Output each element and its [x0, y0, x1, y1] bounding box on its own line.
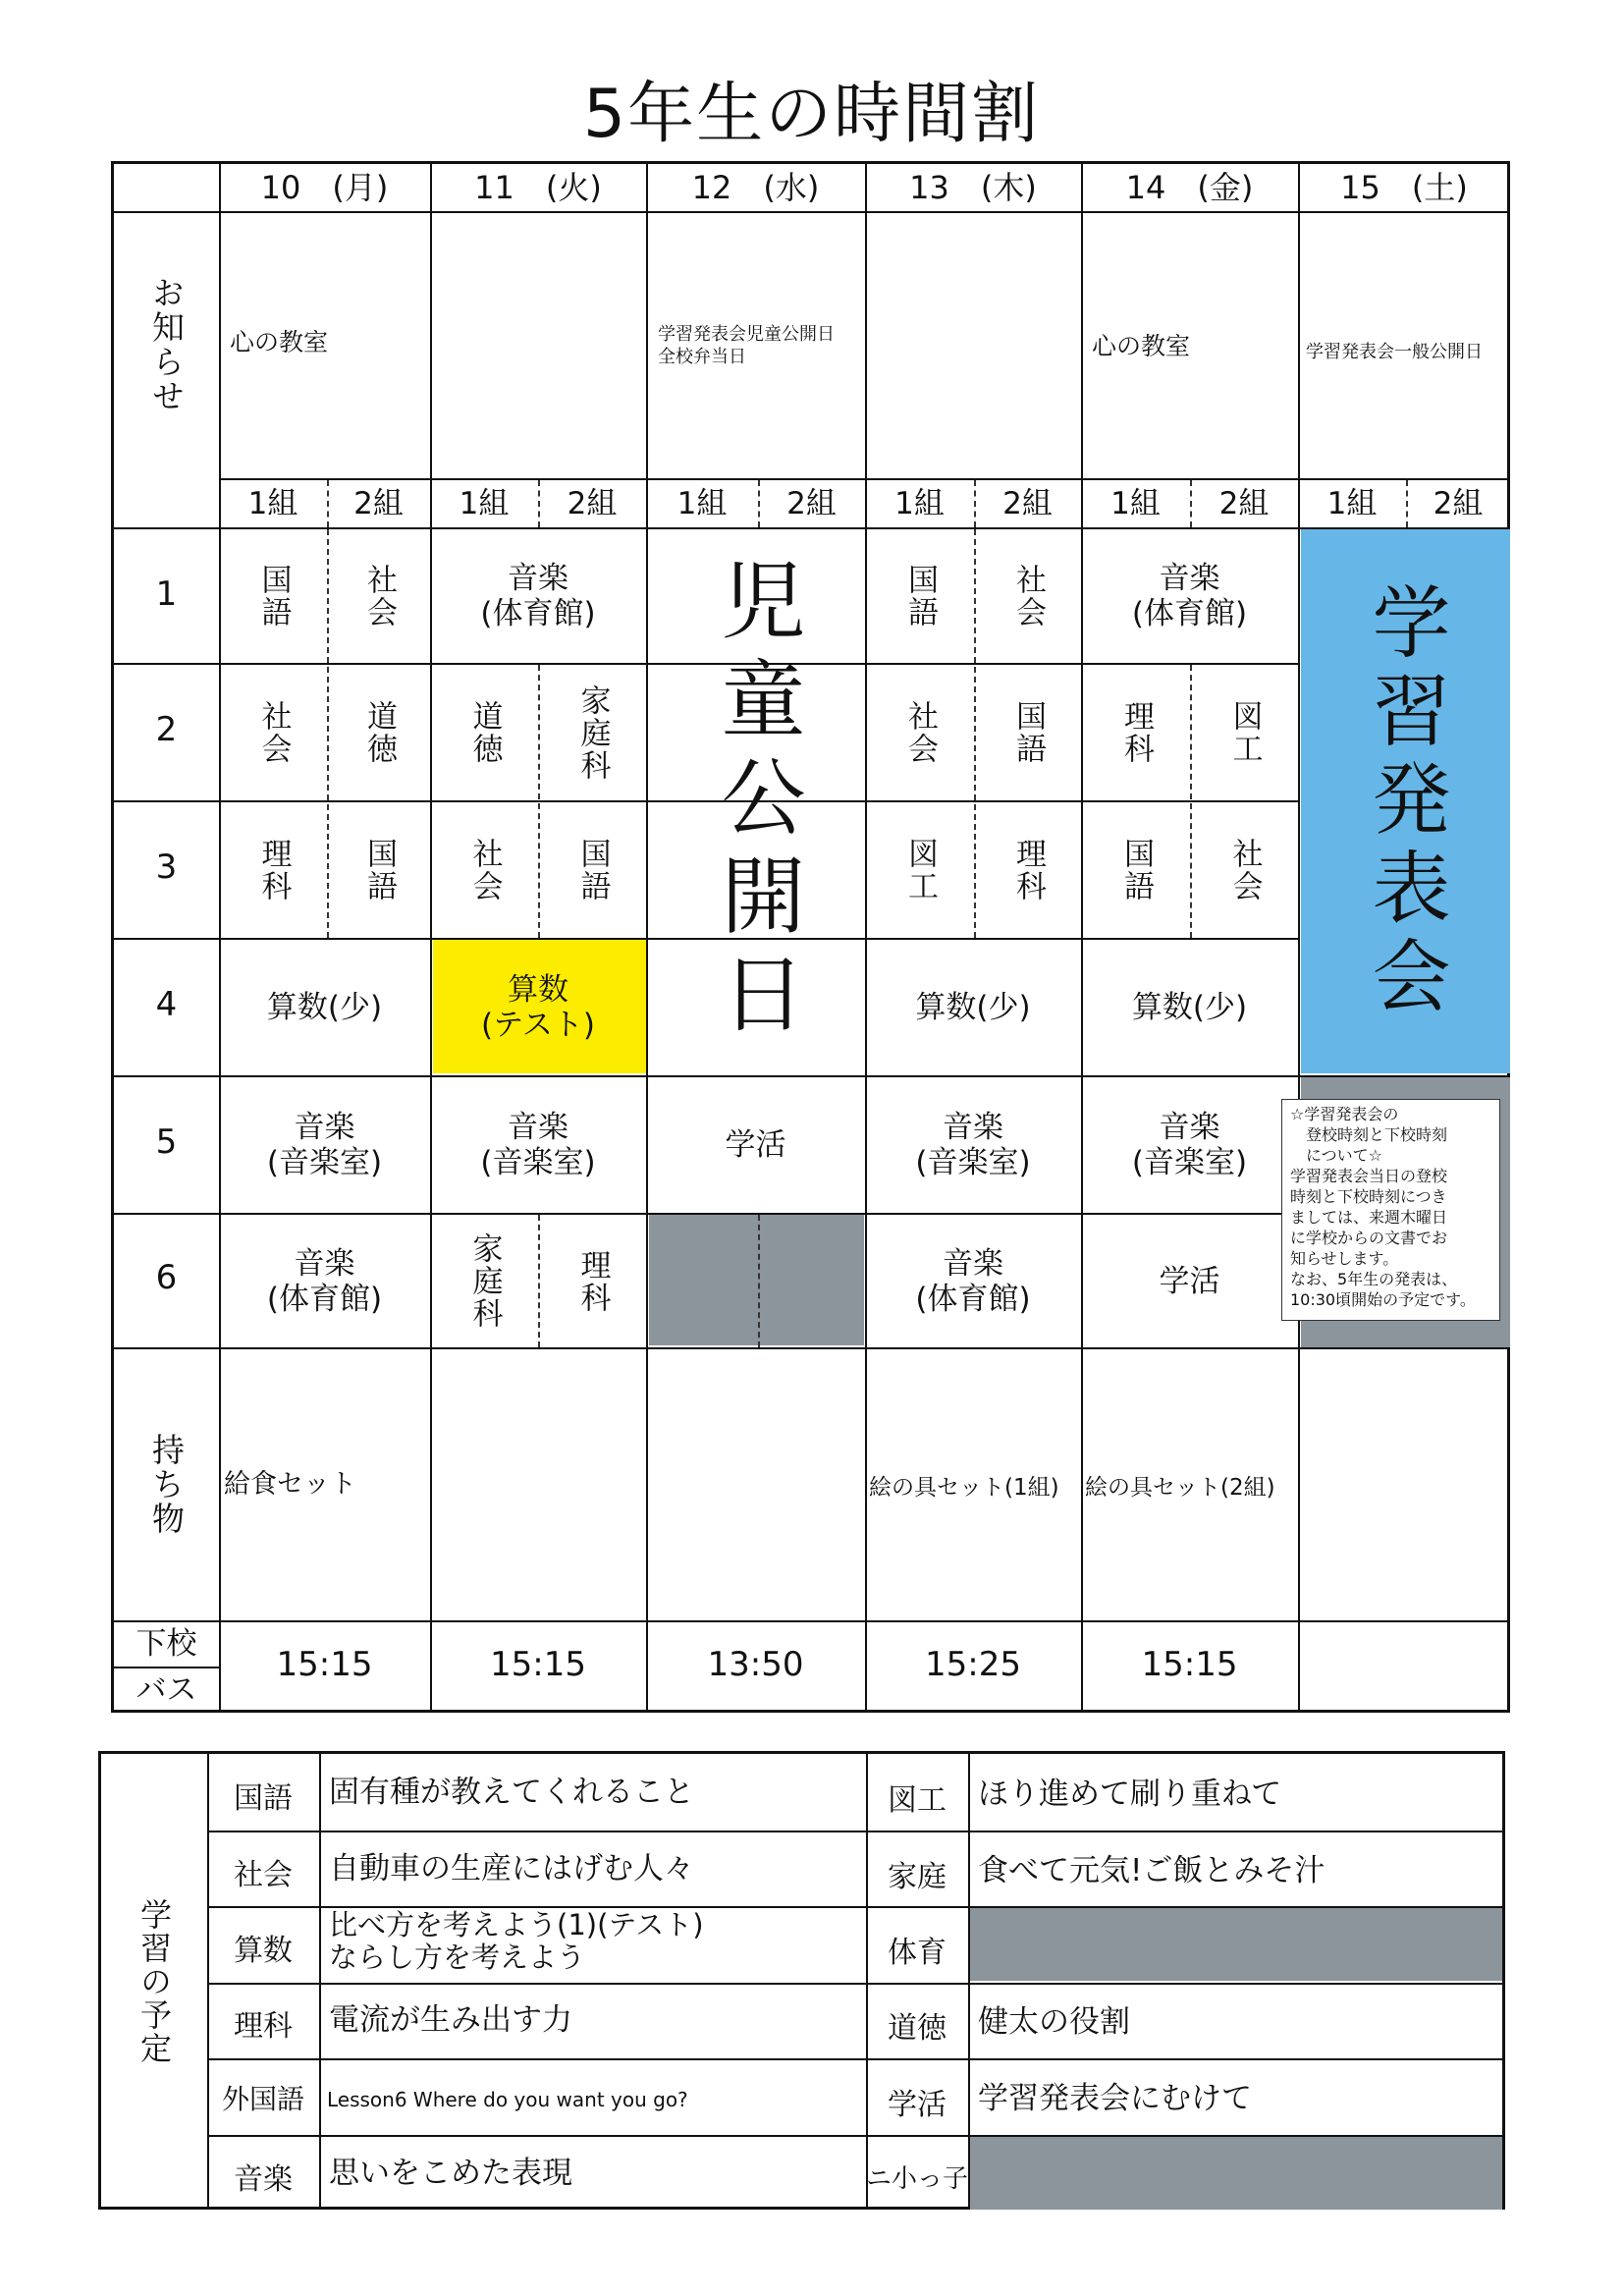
cell-thu-p3-g2: 理科	[1010, 838, 1046, 902]
cell-thu-p2-g2: 国語	[1010, 700, 1046, 765]
cell-mon-p5: 音楽 (音楽室)	[266, 1110, 383, 1180]
row-label-period-5: 5	[155, 1122, 178, 1162]
plan-content: ほり進めて刷り重ねて	[978, 1777, 1282, 1812]
plan-subject: 社会	[234, 1858, 293, 1892]
cell-fri-p4: 算数(少)	[1131, 990, 1248, 1025]
group-label: 1組	[676, 486, 728, 521]
plan-subject: 体育	[888, 1936, 947, 1970]
plan-pe-empty	[970, 1908, 1502, 1981]
cell-mon-p2-g2: 道徳	[361, 700, 397, 765]
cell-mon-p1-g1: 国語	[255, 564, 292, 629]
row-label-period-3: 3	[155, 847, 178, 887]
dismissal-tue: 15:15	[490, 1645, 586, 1684]
day-header-wed: 12 (水)	[691, 169, 820, 206]
group-label: 2組	[786, 486, 837, 521]
cell-thu-p6: 音楽 (体育館)	[915, 1245, 1031, 1317]
row-label-period-4: 4	[155, 985, 178, 1024]
row-label-period-2: 2	[155, 710, 178, 749]
dismissal-fri: 15:15	[1141, 1645, 1238, 1684]
plan-content: 学習発表会にむけて	[978, 2081, 1252, 2116]
plan-subject: 外国語	[221, 2083, 304, 2115]
cell-fri-p6: 学活	[1159, 1263, 1220, 1299]
cell-thu-p5: 音楽 (音楽室)	[915, 1110, 1031, 1180]
cell-mon-p4: 算数(少)	[266, 990, 383, 1025]
plan-content: 電流が生み出す力	[329, 2002, 572, 2038]
plan-subject: 家庭	[888, 1860, 947, 1894]
group-label: 1組	[459, 486, 510, 521]
plan-content: 思いをこめた表現	[329, 2156, 572, 2191]
row-label-period-1: 1	[155, 574, 178, 614]
plan-subject: 図工	[888, 1783, 947, 1818]
page-title: 5年生の時間割	[582, 76, 1041, 153]
cell-tue-p2-g2: 家庭科	[574, 683, 611, 782]
cell-fri-p3-g1: 国語	[1118, 838, 1154, 902]
plan-label: 学習の予定	[135, 1898, 173, 2065]
cell-thu-p3-g1: 図工	[902, 838, 938, 902]
plan-content: 食べて元気!ご飯とみそ汁	[978, 1853, 1325, 1888]
notice-mon: 心の教室	[230, 328, 329, 356]
day-header-thu: 13 (木)	[909, 169, 1037, 206]
plan-subject: 音楽	[234, 2162, 293, 2197]
day-header-mon: 10 (月)	[260, 169, 389, 206]
cell-mon-p2-g1: 社会	[255, 700, 292, 765]
cell-thu-p1-g1: 国語	[902, 564, 938, 629]
group-label: 1組	[247, 486, 298, 521]
plan-content: 比べ方を考えよう(1)(テスト) ならし方を考えよう	[329, 1908, 704, 1974]
group-label: 2組	[1433, 486, 1484, 521]
cell-tue-p3-g2: 国語	[574, 838, 611, 902]
plan-subject: ニ小っ子	[866, 2164, 969, 2194]
cell-fri-p1: 音楽 (体育館)	[1131, 561, 1248, 631]
wed-p6-empty	[649, 1213, 864, 1345]
learning-plan-table	[98, 1751, 1505, 2210]
belongings-fri: 絵の具セット(2組)	[1085, 1475, 1275, 1501]
plan-content: 健太の役割	[978, 2004, 1130, 2040]
row-label-period-6: 6	[155, 1258, 178, 1297]
group-label: 1組	[1110, 486, 1161, 521]
cell-sat-presentation: 学習発表会	[1359, 581, 1450, 1023]
dismissal-thu: 15:25	[925, 1645, 1021, 1684]
dismissal-mon: 15:15	[276, 1645, 373, 1684]
cell-wed-p5: 学活	[725, 1127, 786, 1163]
belongings-mon: 給食セット	[224, 1469, 356, 1500]
plan-content: 固有種が教えてくれること	[329, 1775, 694, 1810]
cell-mon-p6: 音楽 (体育館)	[266, 1245, 383, 1317]
row-label-dismissal: 下校	[135, 1626, 197, 1662]
cell-mon-p3-g2: 国語	[361, 838, 397, 902]
cell-tue-p6-g1: 家庭科	[466, 1232, 503, 1330]
notice-sat: 学習発表会一般公開日	[1306, 342, 1483, 362]
cell-tue-p1: 音楽 (体育館)	[480, 561, 596, 631]
group-label: 2組	[1002, 486, 1053, 521]
row-label-items: 持ち物	[147, 1432, 186, 1536]
cell-tue-p4: 算数 (テスト)	[481, 972, 595, 1043]
plan-content: 自動車の生産にはげむ人々	[329, 1851, 694, 1886]
cell-fri-p2-g1: 理科	[1118, 700, 1154, 765]
plan-subject: 道徳	[888, 2011, 947, 2046]
plan-content: Lesson6 Where do you want you go?	[327, 2088, 688, 2111]
cell-thu-p4: 算数(少)	[915, 990, 1031, 1025]
cell-fri-p5: 音楽 (音楽室)	[1131, 1110, 1248, 1180]
cell-tue-p2-g1: 道徳	[466, 700, 503, 765]
group-label: 1組	[1326, 486, 1378, 521]
day-header-sat: 15 (土)	[1340, 169, 1468, 206]
plan-subject: 学活	[888, 2088, 947, 2122]
cell-fri-p2-g2: 図工	[1226, 700, 1263, 765]
plan-nisho-empty	[970, 2137, 1502, 2210]
day-header-fri: 14 (金)	[1125, 169, 1254, 206]
dismissal-wed: 13:50	[707, 1645, 804, 1684]
sat-notice-box: ☆学習発表会の 登校時刻と下校時刻 について☆ 学習発表会当日の登校 時刻と下校時刻につき ましては、来週木曜日 に学校からの文書でお 知らせします。 なお、5年生の発表は、 10:30頃開始の予定です。	[1281, 1099, 1500, 1321]
cell-tue-p3-g1: 社会	[466, 838, 503, 902]
cell-mon-p3-g1: 理科	[255, 838, 292, 902]
cell-thu-p2-g1: 社会	[902, 700, 938, 765]
day-header-tue: 11 (火)	[474, 169, 602, 206]
group-label: 2組	[353, 486, 404, 521]
cell-tue-p6-g2: 理科	[574, 1248, 611, 1314]
notice-wed: 学習発表会児童公開日 全校弁当日	[658, 324, 835, 367]
belongings-thu: 絵の具セット(1組)	[869, 1475, 1059, 1501]
cell-wed-open-day: 児童公開日	[706, 557, 805, 1048]
cell-fri-p3-g2: 社会	[1226, 838, 1263, 902]
cell-mon-p1-g2: 社会	[361, 564, 397, 629]
row-label-notice: お知らせ	[147, 276, 186, 413]
row-label-bus: バス	[135, 1672, 197, 1708]
group-label: 2組	[567, 486, 618, 521]
plan-subject: 理科	[234, 2009, 293, 2044]
timetable-grid	[111, 161, 1510, 1713]
group-label: 2組	[1218, 486, 1270, 521]
cell-thu-p1-g2: 社会	[1010, 564, 1046, 629]
plan-subject: 算数	[234, 1934, 293, 1968]
cell-tue-p5: 音楽 (音楽室)	[480, 1110, 596, 1180]
notice-fri: 心の教室	[1092, 332, 1191, 360]
group-label: 1組	[894, 486, 945, 521]
plan-subject: 国語	[234, 1781, 293, 1816]
